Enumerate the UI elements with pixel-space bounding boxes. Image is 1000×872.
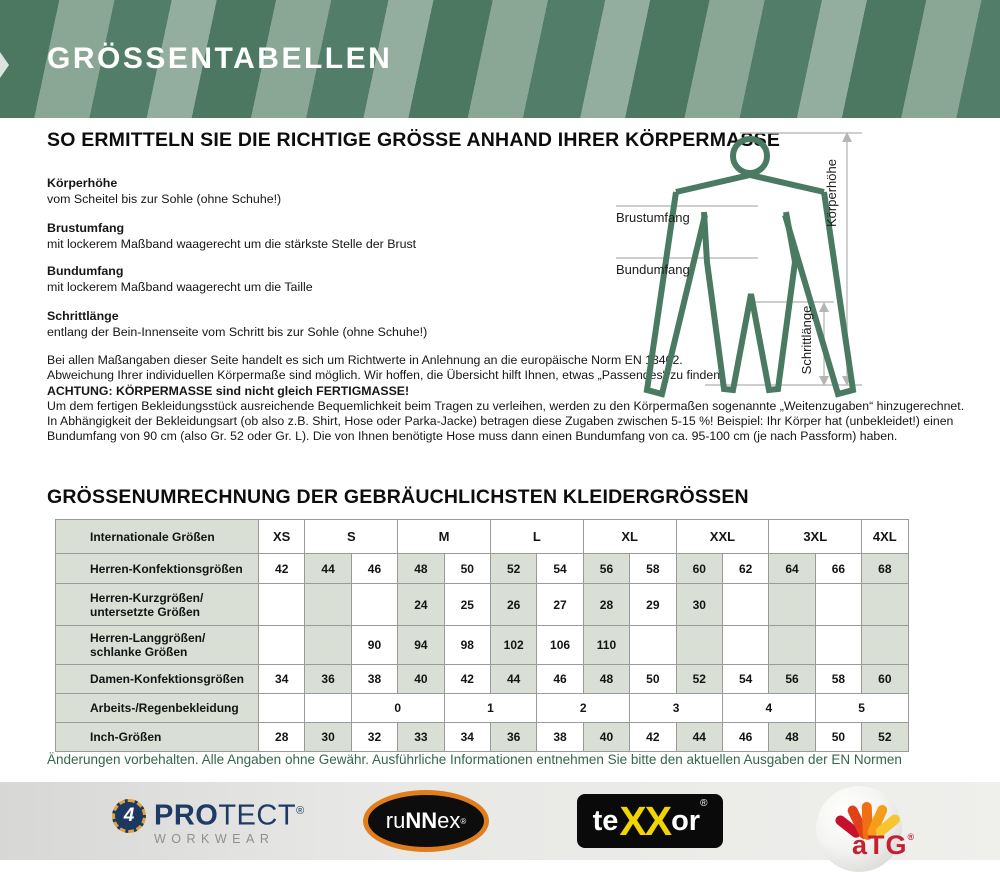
table-cell: 58 — [630, 554, 676, 584]
figure-label-height: Körperhöhe — [824, 159, 839, 227]
protect-wordmark: PROTECT® — [154, 799, 305, 832]
note-line: Bei allen Maßangaben dieser Seite handelt es sich um Richtwerte in Anlehnung an die europäische Norm EN 13402. — [47, 353, 683, 367]
table-cell: 66 — [815, 554, 861, 584]
table-cell: 52 — [490, 554, 536, 584]
table-cell — [305, 584, 351, 626]
size-header-s: S — [305, 520, 398, 554]
row-label: Damen-Konfektionsgrößen — [56, 665, 259, 694]
row-label: Herren-Langgrößen/ schlanke Größen — [56, 626, 259, 665]
table-cell: 106 — [537, 626, 583, 665]
size-conversion-table-wrap — [55, 519, 909, 752]
figure-label-chest: Brustumfang — [616, 210, 690, 225]
banner-wedge-decoration — [0, 52, 9, 78]
table-cell-merged: 1 — [444, 694, 537, 723]
measure-desc: mit lockerem Maßband waagerecht um die stärkste Stelle der Brust — [47, 237, 417, 251]
size-header-4xl: 4XL — [862, 520, 908, 554]
size-header-xxl: XXL — [676, 520, 769, 554]
table-row — [56, 694, 909, 723]
table-cell: 48 — [398, 554, 444, 584]
table-cell: 54 — [722, 665, 768, 694]
table-cell: 62 — [722, 554, 768, 584]
table-cell — [676, 626, 722, 665]
banner — [0, 0, 1000, 118]
runnex-logo: ru NN ex ® — [363, 790, 489, 852]
table-row — [56, 554, 909, 584]
table-cell-merged: 3 — [630, 694, 723, 723]
table-cell: 48 — [769, 723, 815, 752]
table-cell — [722, 626, 768, 665]
row-label: Inch-Größen — [56, 723, 259, 752]
figure-label-waist: Bundumfang — [616, 262, 690, 277]
table-cell: 56 — [769, 665, 815, 694]
table-cell: 54 — [537, 554, 583, 584]
table-cell: 36 — [490, 723, 536, 752]
table-cell — [862, 584, 908, 626]
row-label: Herren-Konfektionsgrößen — [56, 554, 259, 584]
table-cell: 110 — [583, 626, 629, 665]
table-row — [56, 584, 909, 626]
table-cell — [722, 584, 768, 626]
table-cell: 42 — [630, 723, 676, 752]
size-header-3xl: 3XL — [769, 520, 862, 554]
table-cell: 27 — [537, 584, 583, 626]
table-cell — [769, 584, 815, 626]
protect-subtitle: WORKWEAR — [154, 831, 275, 846]
table-row — [56, 723, 909, 752]
row-label: Herren-Kurzgrößen/ untersetzte Größen — [56, 584, 259, 626]
measure-body-height — [47, 176, 607, 207]
table-cell — [630, 626, 676, 665]
table-cell — [305, 694, 351, 723]
table-cell: 38 — [537, 723, 583, 752]
table-cell: 26 — [490, 584, 536, 626]
table-cell: 52 — [676, 665, 722, 694]
texxor-logo: te XX or ® — [577, 794, 723, 848]
table-section-heading: GRÖSSENUMRECHNUNG DER GEBRÄUCHLICHSTEN KLEIDERGRÖSSEN — [47, 486, 749, 508]
figure-label-inseam: Schrittlänge — [799, 305, 814, 375]
protect-badge-icon: 4 — [112, 799, 146, 833]
table-cell-merged: 5 — [815, 694, 908, 723]
table-cell: 36 — [305, 665, 351, 694]
size-conversion-table — [55, 519, 909, 752]
measure-section-heading: SO ERMITTELN SIE DIE RICHTIGE GRÖSSE ANHAND IHRER KÖRPERMASSE — [47, 129, 781, 151]
size-header-xs: XS — [259, 520, 305, 554]
body-measure-figure — [600, 118, 890, 408]
table-cell: 94 — [398, 626, 444, 665]
warning-line: ACHTUNG: KÖRPERMASSE sind nicht gleich FERTIGMASSE! — [47, 383, 410, 398]
atg-logo — [802, 784, 922, 860]
table-cell: 30 — [305, 723, 351, 752]
row-label: Arbeits-/Regenbekleidung — [56, 694, 259, 723]
table-cell: 46 — [537, 665, 583, 694]
table-cell: 58 — [815, 665, 861, 694]
table-cell: 52 — [862, 723, 908, 752]
table-cell: 40 — [398, 665, 444, 694]
size-header-xl: XL — [583, 520, 676, 554]
table-cell: 25 — [444, 584, 490, 626]
table-cell: 50 — [444, 554, 490, 584]
table-cell: 38 — [351, 665, 397, 694]
table-cell: 68 — [862, 554, 908, 584]
note-line: Bundumfang von 90 cm (also Gr. 52 oder Gr. L). Die von Ihnen benötigte Hose muss dann einen Bundumfang von ca. 95-100 cm (je nach Passform) haben. — [47, 429, 898, 444]
table-cell: 28 — [583, 584, 629, 626]
table-cell — [305, 626, 351, 665]
measure-waist — [47, 264, 607, 295]
table-cell — [259, 694, 305, 723]
measure-inseam — [47, 309, 607, 340]
protect-workwear-logo — [112, 796, 305, 846]
table-cell: 28 — [259, 723, 305, 752]
table-cell: 33 — [398, 723, 444, 752]
table-cell: 29 — [630, 584, 676, 626]
table-cell — [351, 584, 397, 626]
measure-term: Bundumfang — [47, 264, 124, 278]
measure-term: Körperhöhe — [47, 176, 118, 190]
table-cell-merged: 2 — [537, 694, 630, 723]
note-line: Abweichung Ihrer individuellen Körpermaße sind möglich. Wir hoffen, die Übersicht hilft Ihnen, etwas „Passendes“ zu finden. — [47, 368, 724, 383]
table-cell: 56 — [583, 554, 629, 584]
table-cell: 42 — [444, 665, 490, 694]
table-cell: 42 — [259, 554, 305, 584]
table-cell — [259, 626, 305, 665]
table-cell: 24 — [398, 584, 444, 626]
page-title: GRÖSSENTABELLEN — [47, 42, 393, 75]
table-row — [56, 665, 909, 694]
size-header-l: L — [490, 520, 583, 554]
note-line: In Abhängigkeit der Bekleidungsart (ob also z.B. Shirt, Hose oder Parka-Jacke) betragen diese Zugaben zwischen 5-15 %! Beispiel: Ihr Körper hat (unbekleidet!) einen — [47, 414, 954, 429]
measure-chest — [47, 221, 607, 252]
table-cell: 50 — [815, 723, 861, 752]
table-cell: 34 — [259, 665, 305, 694]
table-cell: 64 — [769, 554, 815, 584]
table-cell: 90 — [351, 626, 397, 665]
footer-note: Änderungen vorbehalten. Alle Angaben ohne Gewähr. Ausführliche Informationen entnehmen Sie bitte den aktuellen Ausgaben der EN Normen — [47, 752, 902, 767]
measure-desc: vom Scheitel bis zur Sohle (ohne Schuhe!) — [47, 192, 282, 206]
table-corner-label: Internationale Größen — [56, 520, 259, 554]
table-cell — [259, 584, 305, 626]
table-cell — [815, 584, 861, 626]
table-cell: 30 — [676, 584, 722, 626]
table-cell: 44 — [490, 665, 536, 694]
table-cell: 48 — [583, 665, 629, 694]
table-cell: 44 — [676, 723, 722, 752]
table-cell: 60 — [676, 554, 722, 584]
brand-logo-strip — [0, 782, 1000, 860]
table-cell: 44 — [305, 554, 351, 584]
note-line: Um dem fertigen Bekleidungsstück ausreichende Bequemlichkeit beim Tragen zu verleihen, werden zu den Körpermaßen sogenannte „Weitenzugaben“ hinzugerechnet. — [47, 398, 965, 413]
table-cell: 98 — [444, 626, 490, 665]
table-cell — [769, 626, 815, 665]
table-cell: 50 — [630, 665, 676, 694]
table-cell: 34 — [444, 723, 490, 752]
atg-wordmark: aTG® — [852, 830, 916, 860]
table-cell: 40 — [583, 723, 629, 752]
table-cell: 102 — [490, 626, 536, 665]
table-cell-merged: 0 — [351, 694, 444, 723]
table-row — [56, 626, 909, 665]
table-cell — [815, 626, 861, 665]
measure-desc: entlang der Bein-Innenseite vom Schritt bis zur Sohle (ohne Schuhe!) — [47, 325, 428, 339]
table-cell: 60 — [862, 665, 908, 694]
table-cell — [862, 626, 908, 665]
measure-term: Schrittlänge — [47, 309, 119, 323]
table-cell-merged: 4 — [722, 694, 815, 723]
table-cell: 32 — [351, 723, 397, 752]
measure-term: Brustumfang — [47, 221, 125, 235]
table-cell: 46 — [722, 723, 768, 752]
size-header-m: M — [398, 520, 491, 554]
table-cell: 46 — [351, 554, 397, 584]
measure-desc: mit lockerem Maßband waagerecht um die Taille — [47, 280, 313, 294]
